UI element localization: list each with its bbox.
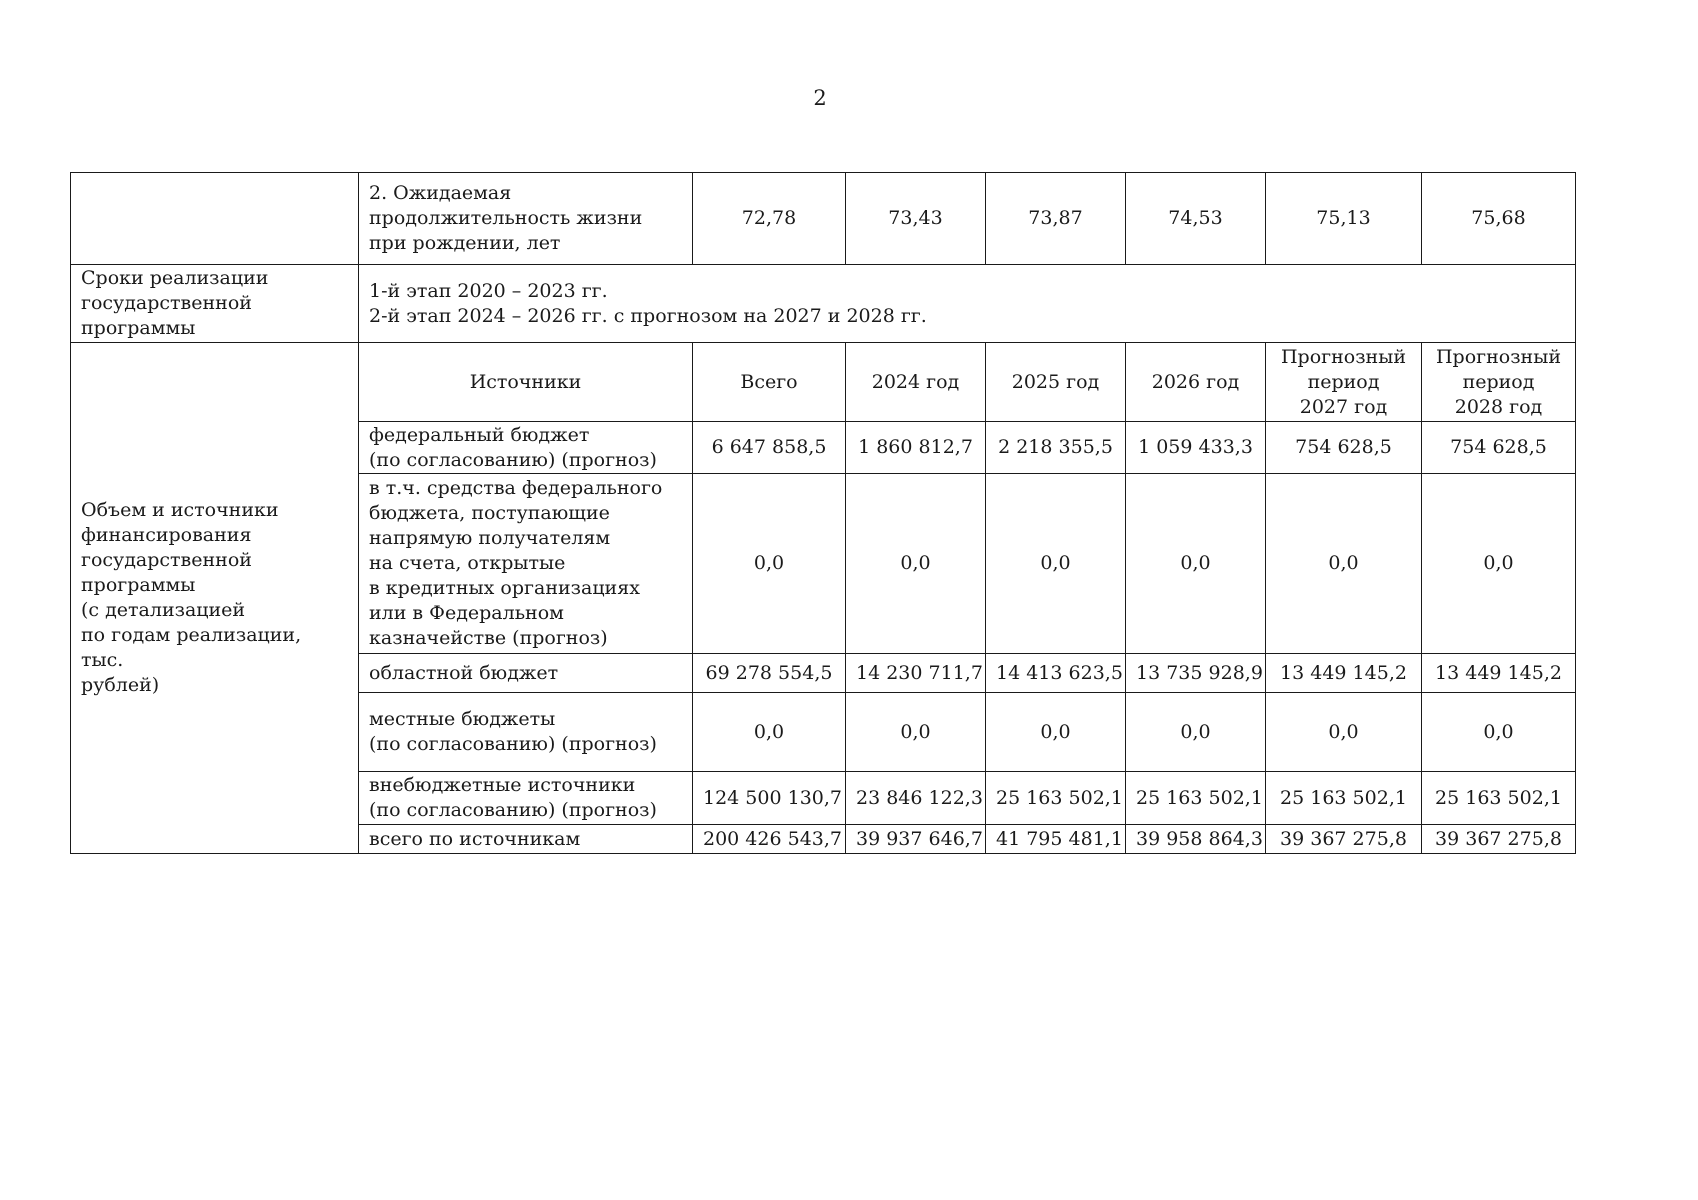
table-cell: 23 846 122,3	[846, 772, 986, 825]
table-cell: 39 367 275,8	[1422, 825, 1576, 854]
table-cell: 0,0	[986, 474, 1126, 654]
table-cell: 69 278 554,5	[693, 654, 846, 693]
financing-header-row	[71, 343, 1576, 422]
indicator-label: 2. Ожидаемая продолжительность жизни при рождении, лет	[359, 173, 693, 265]
table-cell: 25 163 502,1	[1266, 772, 1422, 825]
table-cell: 0,0	[1266, 474, 1422, 654]
table-cell: 200 426 543,7	[693, 825, 846, 854]
table-cell: 13 735 928,9	[1126, 654, 1266, 693]
table-cell: 0,0	[1126, 474, 1266, 654]
table-cell: 25 163 502,1	[1126, 772, 1266, 825]
table-cell: 39 937 646,7	[846, 825, 986, 854]
table-cell: 39 367 275,8	[1266, 825, 1422, 854]
timeline-stages: 1-й этап 2020 – 2023 гг. 2-й этап 2024 – 2026 гг. с прогнозом на 2027 и 2028 гг.	[359, 265, 1576, 343]
table-cell: 25 163 502,1	[1422, 772, 1576, 825]
table-cell: 0,0	[846, 693, 986, 772]
indicator-value: 73,87	[986, 173, 1126, 265]
table-cell: 754 628,5	[1266, 422, 1422, 474]
source-label: всего по источникам	[359, 825, 693, 854]
table-cell: 0,0	[693, 474, 846, 654]
table-cell: 124 500 130,7	[693, 772, 846, 825]
column-header: Всего	[693, 343, 846, 422]
timeline-label: Сроки реализации государственной программы	[71, 265, 359, 343]
table-cell: 13 449 145,2	[1266, 654, 1422, 693]
program-passport-table	[70, 172, 1576, 854]
table-cell: 0,0	[1422, 693, 1576, 772]
page-number: 2	[813, 86, 827, 110]
indicator-row-life-expectancy	[71, 173, 1576, 265]
table-cell: 41 795 481,1	[986, 825, 1126, 854]
table-cell: 0,0	[693, 693, 846, 772]
table-cell: 14 413 623,5	[986, 654, 1126, 693]
table-cell: 6 647 858,5	[693, 422, 846, 474]
column-header: Прогнозный период 2027 год	[1266, 343, 1422, 422]
column-header: Источники	[359, 343, 693, 422]
source-label: местные бюджеты (по согласованию) (прогноз)	[359, 693, 693, 772]
source-label: федеральный бюджет (по согласованию) (прогноз)	[359, 422, 693, 474]
table-cell: 0,0	[846, 474, 986, 654]
financing-label: Объем и источники финансирования государственной программы (с детализацией по годам реализации, тыс. рублей)	[71, 343, 359, 854]
table-cell: 25 163 502,1	[986, 772, 1126, 825]
table-cell: 13 449 145,2	[1422, 654, 1576, 693]
table-cell: 0,0	[1266, 693, 1422, 772]
table-cell: 39 958 864,3	[1126, 825, 1266, 854]
table-cell: 1 860 812,7	[846, 422, 986, 474]
indicator-value: 75,13	[1266, 173, 1422, 265]
indicator-value: 75,68	[1422, 173, 1576, 265]
table-cell: 2 218 355,5	[986, 422, 1126, 474]
column-header: 2025 год	[986, 343, 1126, 422]
indicator-value: 72,78	[693, 173, 846, 265]
indicator-value: 74,53	[1126, 173, 1266, 265]
column-header: Прогнозный период 2028 год	[1422, 343, 1576, 422]
table-cell: 0,0	[1126, 693, 1266, 772]
empty-label-cell	[71, 173, 359, 265]
table-cell: 14 230 711,7	[846, 654, 986, 693]
table-cell: 0,0	[986, 693, 1126, 772]
timeline-row	[71, 265, 1576, 343]
table-cell: 754 628,5	[1422, 422, 1576, 474]
table-cell: 1 059 433,3	[1126, 422, 1266, 474]
column-header: 2026 год	[1126, 343, 1266, 422]
indicator-value: 73,43	[846, 173, 986, 265]
source-label: внебюджетные источники (по согласованию) (прогноз)	[359, 772, 693, 825]
table-cell: 0,0	[1422, 474, 1576, 654]
source-label: в т.ч. средства федерального бюджета, поступающие напрямую получателям на счета, открытые в кредитных организациях или в Федеральном казначействе (прогноз)	[359, 474, 693, 654]
column-header: 2024 год	[846, 343, 986, 422]
source-label: областной бюджет	[359, 654, 693, 693]
